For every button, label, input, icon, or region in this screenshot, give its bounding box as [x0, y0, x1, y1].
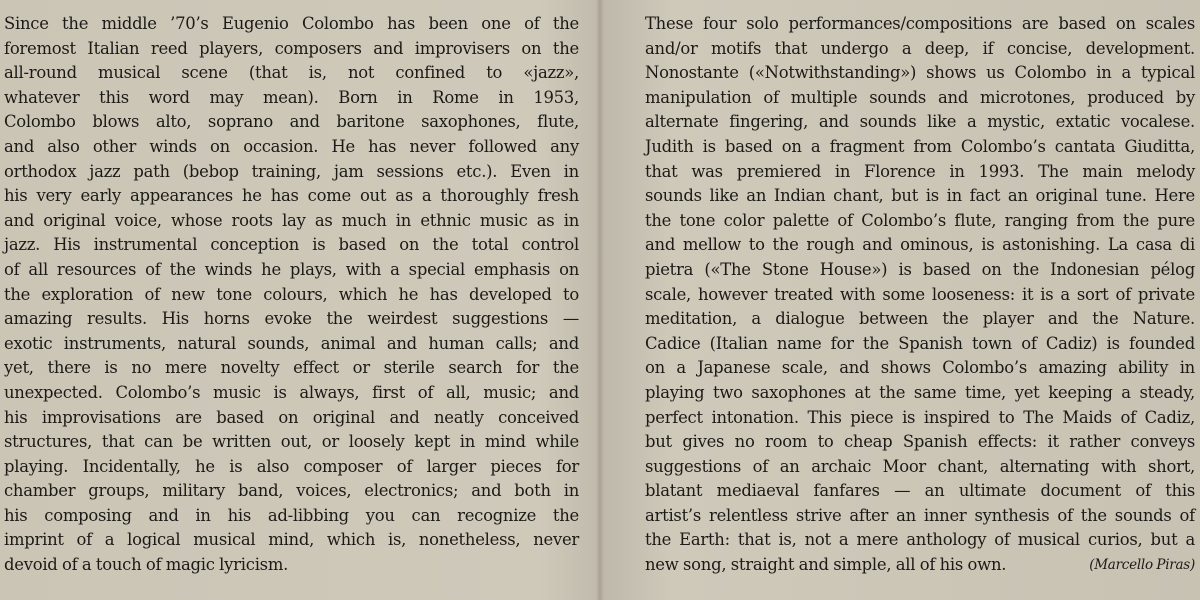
text-line: Cadice (Italian name for the Spanish town of Cadiz) is founded: [645, 333, 1195, 353]
text-line: all-round musical scene (that is, not confined to «jazz»,: [4, 63, 579, 83]
closing-line: [645, 553, 1195, 578]
text-line: sounds like an Indian chant, but is in fact an original tune. Here: [645, 186, 1195, 206]
text-line: orthodox jazz path (bebop training, jam sessions etc.). Even in: [4, 161, 579, 181]
text-line: foremost Italian reed players, composers and improvisers on the: [4, 38, 579, 58]
text-line: chamber groups, military band, voices, electronics; and both in: [4, 481, 579, 501]
text-line: the tone color palette of Colombo’s flute, ranging from the pure: [645, 210, 1195, 230]
text-line: pietra («The Stone House») is based on the Indonesian pélog: [645, 259, 1195, 279]
text-line: yet, there is no mere novelty effect or sterile search for the: [4, 358, 579, 378]
text-line: of all resources of the winds he plays, with a special emphasis on: [4, 259, 579, 279]
text-line: new song, straight and simple, all of his own.: [645, 555, 1007, 575]
text-line: whatever this word may mean). Born in Rome in 1953,: [4, 87, 579, 107]
text-line: and original voice, whose roots lay as much in ethnic music as in: [4, 210, 579, 230]
page-fold: [596, 0, 604, 600]
text-line: that was premiered in Florence in 1993. The main melody: [645, 161, 1195, 181]
text-line: and mellow to the rough and ominous, is astonishing. La casa di: [645, 235, 1195, 255]
text-line: on a Japanese scale, and shows Colombo’s amazing ability in: [645, 358, 1195, 378]
text-line: imprint of a logical musical mind, which is, nonetheless, never: [4, 530, 579, 550]
text-line: manipulation of multiple sounds and microtones, produced by: [645, 87, 1195, 107]
text-line: structures, that can be written out, or loosely kept in mind while: [4, 432, 579, 452]
text-line: his composing and in his ad-libbing you can recognize the: [4, 505, 579, 525]
text-line: meditation, a dialogue between the player and the Nature.: [645, 309, 1195, 329]
text-line: his improvisations are based on original and neatly conceived: [4, 407, 579, 427]
text-line: scale, however treated with some looseness: it is a sort of private: [645, 284, 1195, 304]
text-line: Since the middle ’70’s Eugenio Colombo has been one of the: [4, 14, 579, 33]
text-line: and/or motifs that undergo a deep, if concise, development.: [645, 38, 1195, 58]
text-line: Nonostante («Notwithstanding») shows us Colombo in a typical: [645, 63, 1195, 83]
text-line: but gives no room to cheap Spanish effects: it rather conveys: [645, 432, 1195, 452]
text-line: and also other winds on occasion. He has never followed any: [4, 136, 579, 156]
text-line: blatant mediaeval fanfares — an ultimate document of this: [645, 481, 1195, 501]
text-line: suggestions of an archaic Moor chant, alternating with short,: [645, 456, 1195, 476]
text-line: artist’s relentless strive after an inner synthesis of the sounds of: [645, 505, 1195, 525]
text-line: amazing results. His horns evoke the weirdest suggestions —: [4, 309, 579, 329]
text-line: playing. Incidentally, he is also composer of larger pieces for: [4, 456, 579, 476]
left-column-text: [4, 12, 579, 578]
text-line: playing two saxophones at the same time, yet keeping a steady,: [645, 382, 1195, 402]
text-line: unexpected. Colombo’s music is always, first of all, music; and: [4, 382, 579, 402]
text-line: the exploration of new tone colours, which he has developed to: [4, 284, 579, 304]
text-line: Judith is based on a fragment from Colombo’s cantata Giuditta,: [645, 136, 1195, 156]
text-line: perfect intonation. This piece is inspired to The Maids of Cadiz,: [645, 407, 1195, 427]
right-column-text: [645, 12, 1195, 578]
text-line: devoid of a touch of magic lyricism.: [4, 555, 289, 575]
text-line: jazz. His instrumental conception is based on the total control: [4, 235, 579, 255]
text-line: Colombo blows alto, soprano and baritone saxophones, flute,: [4, 112, 579, 132]
text-line: These four solo performances/compositions are based on scales: [645, 14, 1195, 33]
author-credit: (Marcello Piras): [1089, 557, 1195, 574]
text-line: exotic instruments, natural sounds, animal and human calls; and: [4, 333, 579, 353]
text-line: alternate fingering, and sounds like a mystic, extatic vocalese.: [645, 112, 1195, 132]
text-line: the Earth: that is, not a mere anthology of musical curios, but a: [645, 530, 1195, 550]
text-line: his very early appearances he has come out as a thoroughly fresh: [4, 186, 579, 206]
